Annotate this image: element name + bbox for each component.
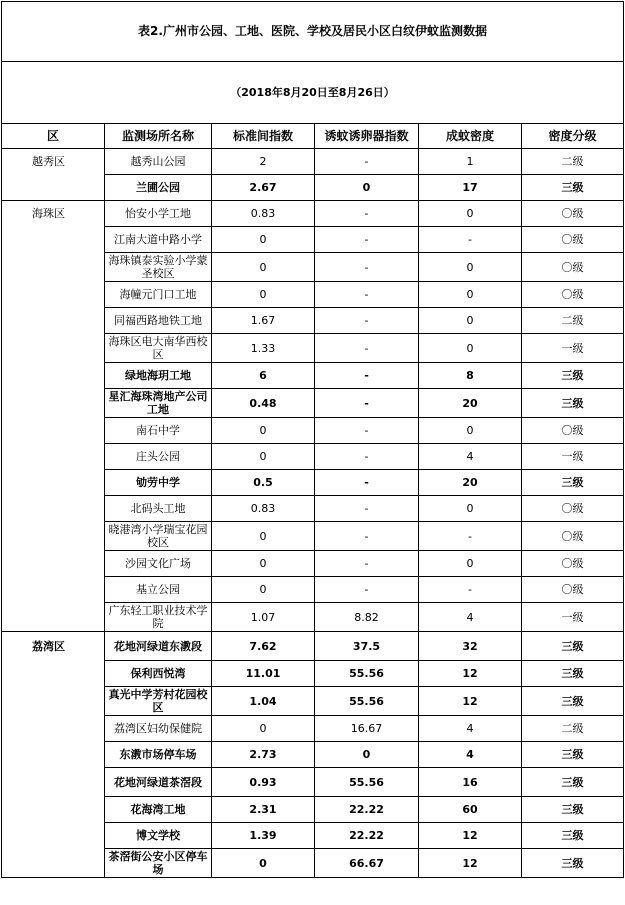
cell-ovitrap-index: 22.22: [315, 823, 419, 849]
header-breteau-index: 标准间指数: [212, 124, 315, 149]
table-row: [2, 389, 624, 418]
cell-ovitrap-index: 55.56: [315, 768, 419, 797]
cell-district: [2, 253, 105, 282]
cell-density-grade: 三级: [522, 823, 624, 849]
cell-breteau-index: 2.73: [212, 742, 315, 768]
cell-adult-density: 4: [419, 742, 522, 768]
cell-district: [2, 470, 105, 496]
cell-district: 荔湾区: [2, 632, 105, 661]
cell-breteau-index: 1.07: [212, 603, 315, 632]
cell-breteau-index: 1.33: [212, 334, 315, 363]
cell-district: [2, 742, 105, 768]
cell-site: 基立公园: [105, 577, 212, 603]
cell-adult-density: 12: [419, 849, 522, 878]
cell-adult-density: 60: [419, 797, 522, 823]
cell-adult-density: 12: [419, 687, 522, 716]
cell-adult-density: 1: [419, 149, 522, 175]
cell-site: 东漖市场停车场: [105, 742, 212, 768]
cell-breteau-index: 11.01: [212, 661, 315, 687]
cell-breteau-index: 0: [212, 522, 315, 551]
cell-site: 同福西路地铁工地: [105, 308, 212, 334]
cell-district: [2, 444, 105, 470]
cell-density-grade: 〇级: [522, 282, 624, 308]
cell-density-grade: 三级: [522, 632, 624, 661]
table-row: [2, 470, 624, 496]
cell-density-grade: 三级: [522, 742, 624, 768]
cell-adult-density: 12: [419, 823, 522, 849]
cell-district: [2, 175, 105, 201]
cell-density-grade: 二级: [522, 716, 624, 742]
cell-site: 博文学校: [105, 823, 212, 849]
table-row: [2, 282, 624, 308]
table-row: [2, 849, 624, 878]
cell-breteau-index: 0.83: [212, 201, 315, 227]
cell-district: [2, 661, 105, 687]
cell-breteau-index: 1.04: [212, 687, 315, 716]
cell-ovitrap-index: -: [315, 444, 419, 470]
cell-adult-density: -: [419, 522, 522, 551]
cell-site: 花地河绿道东漖段: [105, 632, 212, 661]
cell-district: [2, 603, 105, 632]
cell-adult-density: 8: [419, 363, 522, 389]
cell-site: 沙园文化广场: [105, 551, 212, 577]
cell-breteau-index: 0: [212, 849, 315, 878]
table-row: [2, 661, 624, 687]
cell-district: [2, 389, 105, 418]
cell-adult-density: 17: [419, 175, 522, 201]
cell-density-grade: 三级: [522, 768, 624, 797]
cell-density-grade: 〇级: [522, 227, 624, 253]
cell-adult-density: 0: [419, 418, 522, 444]
table-row: [2, 308, 624, 334]
monitoring-table: [1, 1, 624, 878]
cell-breteau-index: 0.93: [212, 768, 315, 797]
header-district: 区: [2, 124, 105, 149]
cell-adult-density: 4: [419, 603, 522, 632]
cell-site: 星汇海珠湾地产公司工地: [105, 389, 212, 418]
table-row: [2, 363, 624, 389]
cell-ovitrap-index: 22.22: [315, 797, 419, 823]
cell-density-grade: 〇级: [522, 418, 624, 444]
cell-ovitrap-index: -: [315, 363, 419, 389]
date-range: （2018年8月20日至8月26日）: [2, 62, 624, 124]
cell-district: [2, 496, 105, 522]
cell-density-grade: 二级: [522, 149, 624, 175]
cell-ovitrap-index: 16.67: [315, 716, 419, 742]
cell-ovitrap-index: 37.5: [315, 632, 419, 661]
cell-site: 海幢元门口工地: [105, 282, 212, 308]
cell-site: 庄头公园: [105, 444, 212, 470]
cell-breteau-index: 0: [212, 282, 315, 308]
table-row: [2, 334, 624, 363]
cell-ovitrap-index: -: [315, 253, 419, 282]
cell-site: 南石中学: [105, 418, 212, 444]
table-row: [2, 149, 624, 175]
cell-site: 茶滘街公安小区停车场: [105, 849, 212, 878]
cell-district: 越秀区: [2, 149, 105, 175]
cell-adult-density: 20: [419, 389, 522, 418]
cell-breteau-index: 2.31: [212, 797, 315, 823]
cell-site: 海珠区电大南华西校区: [105, 334, 212, 363]
cell-ovitrap-index: 66.67: [315, 849, 419, 878]
cell-district: [2, 418, 105, 444]
cell-district: [2, 716, 105, 742]
table-row: [2, 797, 624, 823]
cell-site: 越秀山公园: [105, 149, 212, 175]
cell-site: 荔湾区妇幼保健院: [105, 716, 212, 742]
cell-district: [2, 227, 105, 253]
cell-breteau-index: 0.83: [212, 496, 315, 522]
table-row: [2, 253, 624, 282]
cell-ovitrap-index: -: [315, 308, 419, 334]
cell-breteau-index: 6: [212, 363, 315, 389]
cell-site: 江南大道中路小学: [105, 227, 212, 253]
cell-ovitrap-index: -: [315, 389, 419, 418]
table-row: [2, 823, 624, 849]
cell-breteau-index: 2: [212, 149, 315, 175]
table-row: [2, 551, 624, 577]
cell-adult-density: 4: [419, 716, 522, 742]
cell-ovitrap-index: 55.56: [315, 661, 419, 687]
cell-adult-density: -: [419, 577, 522, 603]
cell-ovitrap-index: 8.82: [315, 603, 419, 632]
table-row: [2, 632, 624, 661]
cell-district: [2, 551, 105, 577]
cell-district: [2, 768, 105, 797]
cell-density-grade: 三级: [522, 470, 624, 496]
cell-breteau-index: 0: [212, 577, 315, 603]
cell-breteau-index: 0.48: [212, 389, 315, 418]
cell-site: 海珠镇泰实验小学蒙圣校区: [105, 253, 212, 282]
cell-ovitrap-index: -: [315, 149, 419, 175]
cell-adult-density: 32: [419, 632, 522, 661]
cell-ovitrap-index: -: [315, 551, 419, 577]
cell-density-grade: 〇级: [522, 201, 624, 227]
cell-breteau-index: 0.5: [212, 470, 315, 496]
cell-adult-density: 4: [419, 444, 522, 470]
cell-ovitrap-index: 55.56: [315, 687, 419, 716]
cell-density-grade: 一级: [522, 334, 624, 363]
cell-adult-density: 0: [419, 496, 522, 522]
cell-adult-density: 0: [419, 282, 522, 308]
cell-district: [2, 363, 105, 389]
cell-adult-density: -: [419, 227, 522, 253]
table-row: [2, 768, 624, 797]
cell-adult-density: 12: [419, 661, 522, 687]
cell-density-grade: 三级: [522, 661, 624, 687]
table-row: [2, 522, 624, 551]
cell-ovitrap-index: -: [315, 418, 419, 444]
cell-site: 怡安小学工地: [105, 201, 212, 227]
cell-site: 花地河绿道茶滘段: [105, 768, 212, 797]
cell-adult-density: 20: [419, 470, 522, 496]
cell-breteau-index: 1.67: [212, 308, 315, 334]
cell-density-grade: 三级: [522, 797, 624, 823]
cell-district: [2, 849, 105, 878]
cell-density-grade: 三级: [522, 363, 624, 389]
cell-adult-density: 0: [419, 308, 522, 334]
cell-site: 花海湾工地: [105, 797, 212, 823]
cell-ovitrap-index: -: [315, 334, 419, 363]
cell-breteau-index: 2.67: [212, 175, 315, 201]
cell-ovitrap-index: -: [315, 227, 419, 253]
table-row: [2, 577, 624, 603]
header-density-grade: 密度分级: [522, 124, 624, 149]
cell-ovitrap-index: -: [315, 201, 419, 227]
header-row: [2, 124, 624, 149]
cell-district: [2, 282, 105, 308]
cell-density-grade: 〇级: [522, 551, 624, 577]
cell-district: [2, 823, 105, 849]
table-row: [2, 687, 624, 716]
cell-ovitrap-index: -: [315, 522, 419, 551]
cell-adult-density: 0: [419, 551, 522, 577]
cell-district: [2, 577, 105, 603]
cell-ovitrap-index: -: [315, 470, 419, 496]
cell-breteau-index: 0: [212, 418, 315, 444]
table-row: [2, 201, 624, 227]
table-row: [2, 418, 624, 444]
cell-density-grade: 〇级: [522, 577, 624, 603]
header-site: 监测场所名称: [105, 124, 212, 149]
table-row: [2, 444, 624, 470]
cell-density-grade: 〇级: [522, 522, 624, 551]
cell-density-grade: 三级: [522, 849, 624, 878]
table-row: [2, 175, 624, 201]
table-row: [2, 716, 624, 742]
cell-density-grade: 三级: [522, 389, 624, 418]
cell-site: 劬劳中学: [105, 470, 212, 496]
cell-breteau-index: 0: [212, 716, 315, 742]
cell-adult-density: 0: [419, 201, 522, 227]
cell-site: 北码头工地: [105, 496, 212, 522]
cell-density-grade: 二级: [522, 308, 624, 334]
cell-breteau-index: 0: [212, 253, 315, 282]
cell-site: 真光中学芳村花园校区: [105, 687, 212, 716]
header-ovitrap-index: 诱蚊诱卵器指数: [315, 124, 419, 149]
cell-ovitrap-index: -: [315, 496, 419, 522]
table-row: [2, 496, 624, 522]
cell-density-grade: 三级: [522, 175, 624, 201]
cell-site: 绿地海玥工地: [105, 363, 212, 389]
cell-ovitrap-index: -: [315, 577, 419, 603]
cell-district: [2, 797, 105, 823]
cell-district: [2, 522, 105, 551]
header-adult-density: 成蚊密度: [419, 124, 522, 149]
cell-adult-density: 16: [419, 768, 522, 797]
cell-district: [2, 687, 105, 716]
cell-district: 海珠区: [2, 201, 105, 227]
cell-breteau-index: 0: [212, 227, 315, 253]
cell-district: [2, 334, 105, 363]
table-title: 表2.广州市公园、工地、医院、学校及居民小区白纹伊蚊监测数据: [2, 2, 624, 62]
cell-density-grade: 一级: [522, 444, 624, 470]
cell-breteau-index: 0: [212, 444, 315, 470]
cell-ovitrap-index: 0: [315, 175, 419, 201]
cell-adult-density: 0: [419, 334, 522, 363]
cell-site: 广东轻工职业技术学院: [105, 603, 212, 632]
cell-adult-density: 0: [419, 253, 522, 282]
cell-site: 保利西悦湾: [105, 661, 212, 687]
cell-density-grade: 〇级: [522, 496, 624, 522]
cell-breteau-index: 7.62: [212, 632, 315, 661]
table-row: [2, 742, 624, 768]
cell-density-grade: 三级: [522, 687, 624, 716]
table-row: [2, 603, 624, 632]
cell-ovitrap-index: -: [315, 282, 419, 308]
cell-district: [2, 308, 105, 334]
cell-site: 兰圃公园: [105, 175, 212, 201]
cell-site: 晓港湾小学瑞宝花园校区: [105, 522, 212, 551]
cell-density-grade: 〇级: [522, 253, 624, 282]
table-row: [2, 227, 624, 253]
cell-breteau-index: 1.39: [212, 823, 315, 849]
cell-breteau-index: 0: [212, 551, 315, 577]
cell-ovitrap-index: 0: [315, 742, 419, 768]
cell-density-grade: 一级: [522, 603, 624, 632]
